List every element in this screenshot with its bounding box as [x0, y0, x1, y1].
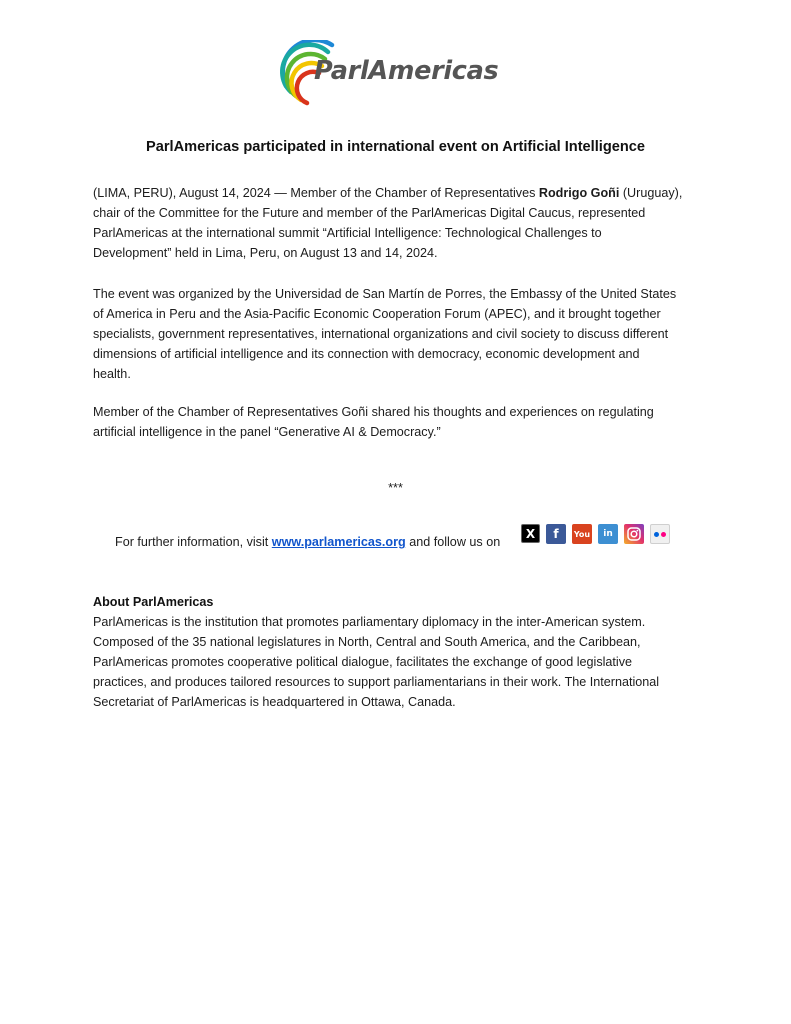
paragraph-line: ParlAmericas promotes cooperative political dialogue, facilitates the exchange of good legislative [93, 655, 633, 669]
paragraph-line: Development” held in Lima, Peru, on August 13 and 14, 2024. [93, 246, 438, 260]
paragraph-line: Member of the Chamber of Representatives Goñi shared his thoughts and experiences on regulating [93, 405, 654, 419]
follow-line [115, 532, 500, 552]
paragraph-line: artificial intelligence in the panel “Generative AI & Democracy.” [93, 425, 441, 439]
flickr-dot-blue [654, 532, 659, 537]
flickr-icon[interactable] [650, 524, 670, 544]
paragraph-line: Secretariat of ParlAmericas is headquartered in Ottawa, Canada. [93, 695, 456, 709]
paragraph-line: Composed of the 35 national legislatures in North, Central and South America, and the Caribbean, [93, 635, 641, 649]
paragraph-line: specialists, government representatives, international organizations and civil society to discuss different [93, 327, 669, 341]
paragraph-line: of America in Peru and the Asia-Pacific Economic Cooperation Forum (APEC), and it brought together [93, 307, 661, 321]
flickr-dot-pink [661, 532, 666, 537]
page-title: ParlAmericas participated in international event on Artificial Intelligence [145, 139, 646, 155]
name-bold: Rodrigo Goñi [538, 186, 620, 200]
paragraph-panel [93, 402, 705, 442]
about-heading: About ParlAmericas [93, 595, 214, 609]
linkedin-icon[interactable]: in [598, 524, 618, 544]
paragraph-line: health. [93, 367, 131, 381]
paragraph-event [93, 284, 705, 384]
social-icons [521, 524, 670, 544]
follow-text: For further information, visit [115, 535, 272, 549]
parlamericas-logo [276, 40, 521, 112]
paragraph-line: chair of the Committee for the Future and member of the ParlAmericas Digital Caucus, represented [93, 206, 646, 220]
separator-stars: *** [388, 481, 403, 495]
paragraph-line: practices, and produces tailored resources to support parliamentarians in their work. The International [93, 675, 660, 689]
youtube-icon[interactable]: You [572, 524, 592, 544]
instagram-glyph [627, 527, 641, 541]
logo-text: ParlAmericas [314, 56, 499, 86]
text-span: (Uruguay), [619, 186, 683, 200]
paragraph-line [93, 183, 705, 203]
text-span: (LIMA, PERU), August 14, 2024 — Member of the Chamber of Representatives [93, 186, 539, 200]
paragraph-intro [93, 183, 705, 263]
instagram-icon[interactable] [624, 524, 644, 544]
paragraph-line: ParlAmericas at the international summit “Artificial Intelligence: Technological Challenges to [93, 226, 602, 240]
facebook-icon[interactable]: f [546, 524, 566, 544]
about-paragraph [93, 612, 705, 712]
paragraph-line: dimensions of artificial intelligence and its connection with democracy, economic development and [93, 347, 640, 361]
website-link[interactable]: www.parlamericas.org [271, 535, 406, 549]
x-icon[interactable]: X [521, 524, 540, 543]
paragraph-line: ParlAmericas is the institution that promotes parliamentary diplomacy in the inter-American system. [93, 615, 646, 629]
paragraph-line: The event was organized by the Universidad de San Martín de Porres, the Embassy of the United States [93, 287, 677, 301]
follow-text: and follow us on [405, 535, 501, 549]
